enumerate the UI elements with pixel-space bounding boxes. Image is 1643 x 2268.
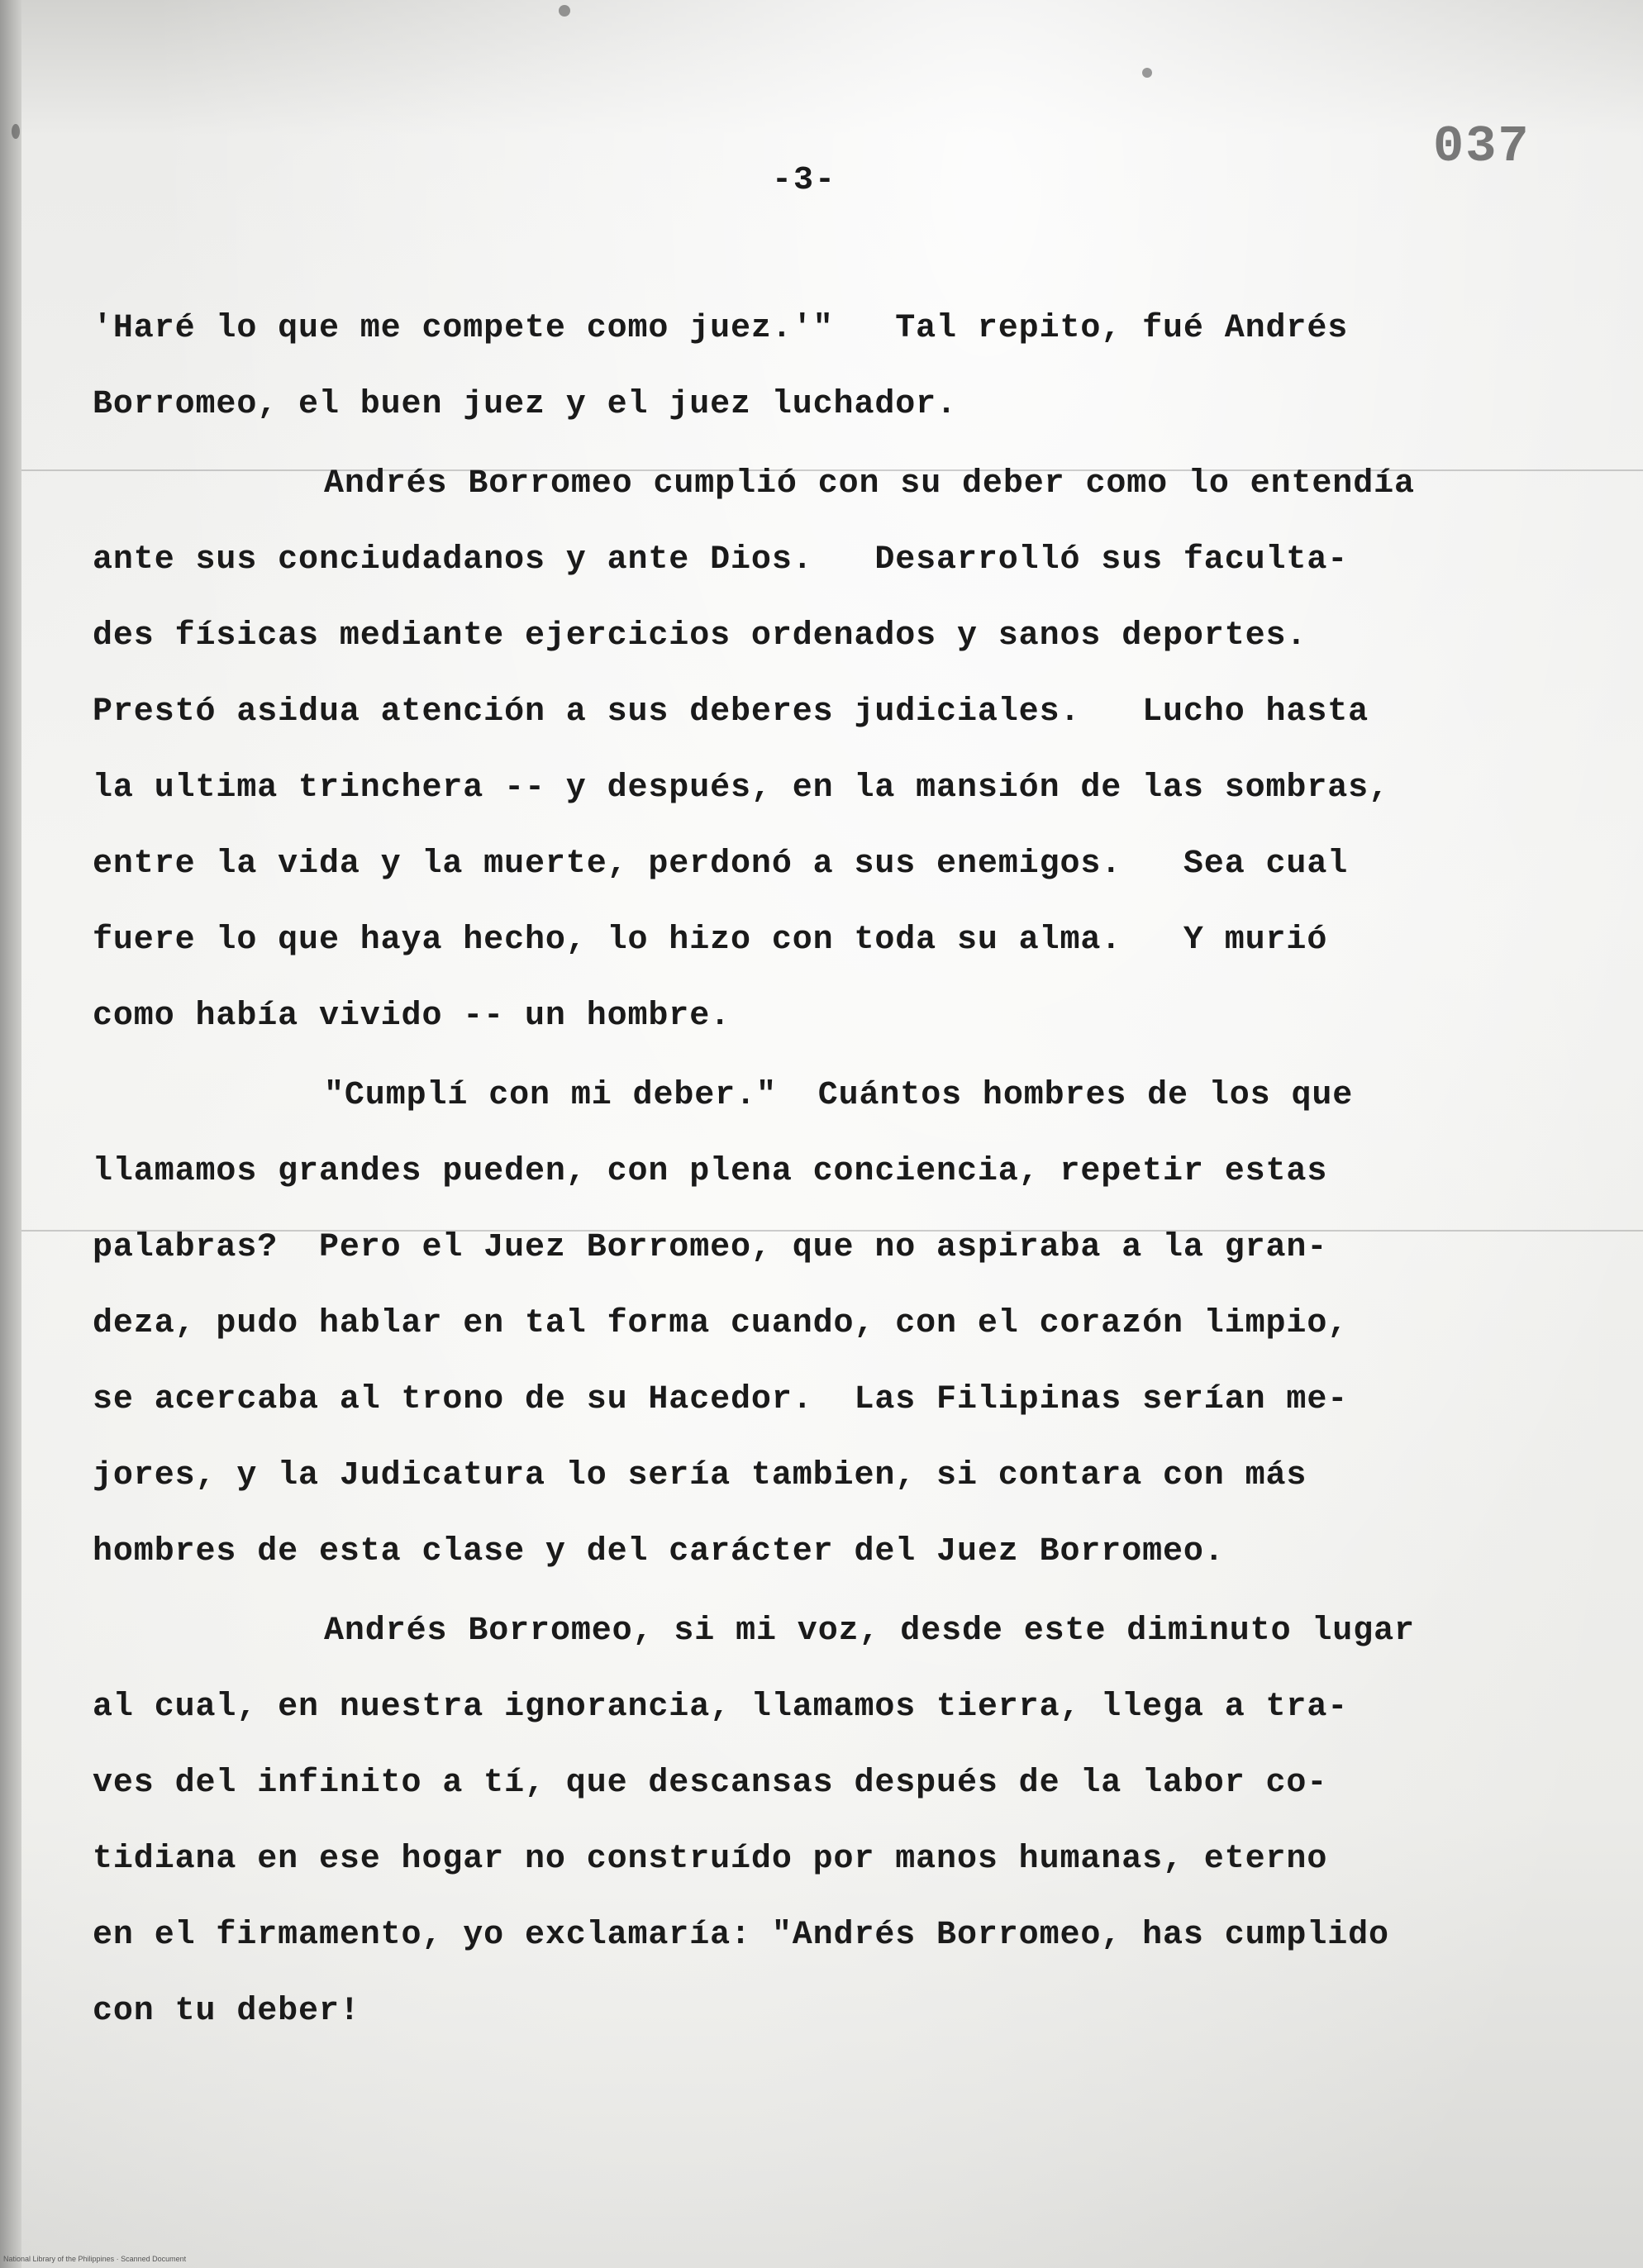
text-line: al cual, en nuestra ignorancia, llamamos tierra, llega a tra- [93,1689,1349,1726]
text-line: en el firmamento, yo exclamaría: "Andrés Borromeo, has cumplido [93,1917,1389,1954]
text-line: se acercaba al trono de su Hacedor. Las Filipinas serían me- [93,1381,1349,1418]
text-line: Borromeo, el buen juez y el juez luchador. [93,386,957,423]
text-line: jores, y la Judicatura lo sería tambien, si contara con más [93,1457,1307,1494]
text-line: "Cumplí con mi deber." Cuántos hombres de los que [324,1077,1354,1114]
text-line: Andrés Borromeo cumplió con su deber como lo entendía [324,465,1415,503]
text-line: Andrés Borromeo, si mi voz, desde este diminuto lugar [324,1613,1415,1650]
text-line: entre la vida y la muerte, perdonó a sus enemigos. Sea cual [93,846,1349,883]
ink-smudge [12,124,20,139]
text-line: des físicas mediante ejercicios ordenados y sanos deportes. [93,617,1307,655]
text-line: como había vivido -- un hombre. [93,998,731,1035]
text-line: fuere lo que haya hecho, lo hizo con toda su alma. Y murió [93,922,1328,959]
text-line: ante sus conciudadanos y ante Dios. Desarrolló sus faculta- [93,541,1349,579]
text-line: palabras? Pero el Juez Borromeo, que no aspiraba a la gran- [93,1229,1328,1266]
scan-caption: National Library of the Philippines · Scanned Document [3,2255,187,2263]
text-line: hombres de esta clase y del carácter del Juez Borromeo. [93,1533,1225,1570]
archive-stamp: 037 [1433,117,1531,176]
text-line: 'Haré lo que me compete como juez.'" Tal repito, fué Andrés [93,310,1349,347]
text-line: Prestó asidua atención a sus deberes judiciales. Lucho hasta [93,693,1369,731]
text-line: llamamos grandes pueden, con plena conciencia, repetir estas [93,1153,1328,1190]
text-line: la ultima trinchera -- y después, en la mansión de las sombras, [93,770,1389,807]
text-line: con tu deber! [93,1993,360,2030]
page-number: -3- [772,162,837,199]
text-line: ves del infinito a tí, que descansas después de la labor co- [93,1765,1328,1802]
scan-left-edge [0,0,21,2268]
text-line: deza, pudo hablar en tal forma cuando, con el corazón limpio, [93,1305,1349,1342]
ink-smudge [559,5,570,17]
text-line: tidiana en ese hogar no construído por manos humanas, eterno [93,1841,1328,1878]
ink-smudge [1142,68,1152,78]
